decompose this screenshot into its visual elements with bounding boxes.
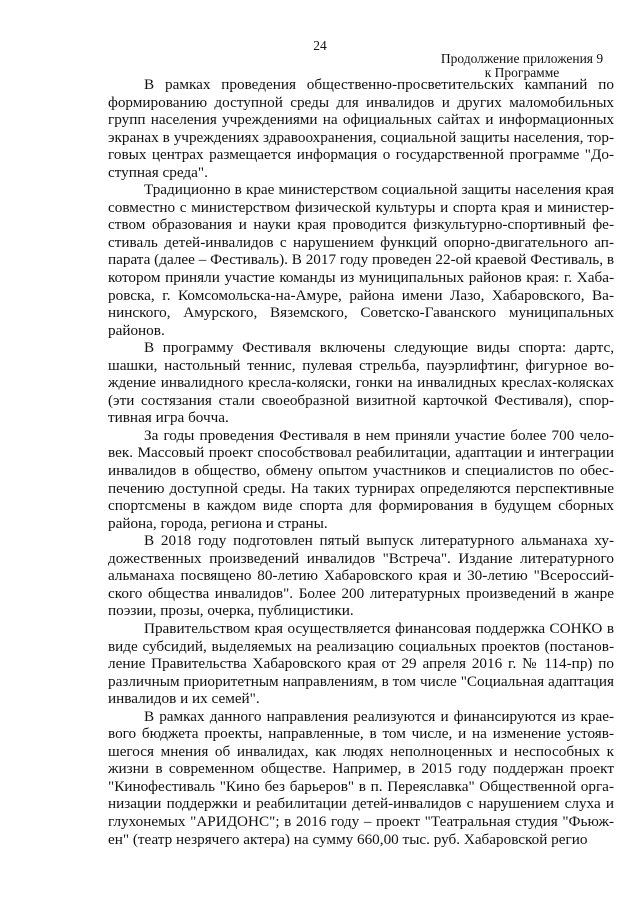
page-number: 24 [313,38,327,53]
paragraph-accessibility-campaigns: В рамках проведения общественно-просветительских кампаний по формированию доступной среды для инвалидов и других маломобильных групп населения учреждениями на официальных сайтах и информационных экранах в учреждениях здравоохранения, социальной защиты населения, торговых центрах размещается информация о государственной программе "Доступная среда". [108,76,614,181]
paragraph-funded-projects: В рамках данного направления реализуются и финансируются из краевого бюджета проекты, направленные, в том числе, и на изменение устоявшегося мнения об инвалидах, как людях неполноценных и неспособных к жизни в современном обществе. Например, в 2015 году поддержан проект "Кинофестиваль "Кино без барьеров" в п. Переяславка" Общественной организации поддержки и реабилитации детей-инвалидов с нарушением слуха и глухонемых "АРИДОНС"; в 2016 году – проект "Театральная студия "Фьюжен" (театр незрячего актера) на сумму 660,00 тыс. руб. Хабаровской регио [108,707,614,848]
document-body [108,76,614,848]
paragraph-sonko-support: Правительством края осуществляется финансовая поддержка СОНКО в виде субсидий, выделяемых на реализацию социальных проектов (постановление Правительства Хабаровского края от 29 апреля 2016 г. № 114-пр) по различным приоритетным направлениям, в том числе "Социальная адаптация инвалидов и их семей". [108,619,614,708]
appendix-note-line-1: Продолжение приложения 9 [440,51,604,66]
paragraph-festival-sports: В программу Фестиваля включены следующие виды спорта: дартс, шашки, настольный теннис, пулевая стрельба, пауэрлифтинг, фигурное вождение инвалидного кресла-коляски, гонки на инвалидных креслах-колясках (эти состязания стали своеобразной визитной карточкой Фестиваля), спортивная игра бочча. [108,339,614,427]
paragraph-festival-participants: За годы проведения Фестиваля в нем приняли участие более 700 человек. Массовый проект способствовал реабилитации, адаптации и интеграции инвалидов в общество, обмену опытом участников и специалистов по обеспечению доступной среды. На таких турнирах определяются перспективные спортсмены в каждом виде спорта для формирования в будущем сборных района, города, региона и страны. [108,426,614,532]
paragraph-sports-festival: Традиционно в крае министерством социальной защиты населения края совместно с министерством физической культуры и спорта края и министерством образования и науки края проводится физкультурно-спортивный фестиваль детей-инвалидов с нарушением функций опорно-двигательного аппарата (далее – Фестиваль). В 2017 году проведен 22-ой краевой Фестиваль, в котором приняли участие команды из муниципальных районов края: г. Хабаровска, г. Комсомольска-на-Амуре, района имени Лазо, Хабаровского, Ванинского, Амурского, Вяземского, Советско-Гаванского муниципальных районов. [108,181,614,339]
appendix-note [432,52,612,79]
appendix-note-line-2: к Программе [484,64,560,80]
paragraph-literary-almanac: В 2018 году подготовлен пятый выпуск литературного альманаха художественных произведений инвалидов "Встреча". Издание литературного альманаха посвящено 80-летию Хабаровского края и 30-летию "Всероссийского общества инвалидов". Более 200 литературных произведений в жанре поэзии, прозы, очерка, публицистики. [108,532,614,620]
